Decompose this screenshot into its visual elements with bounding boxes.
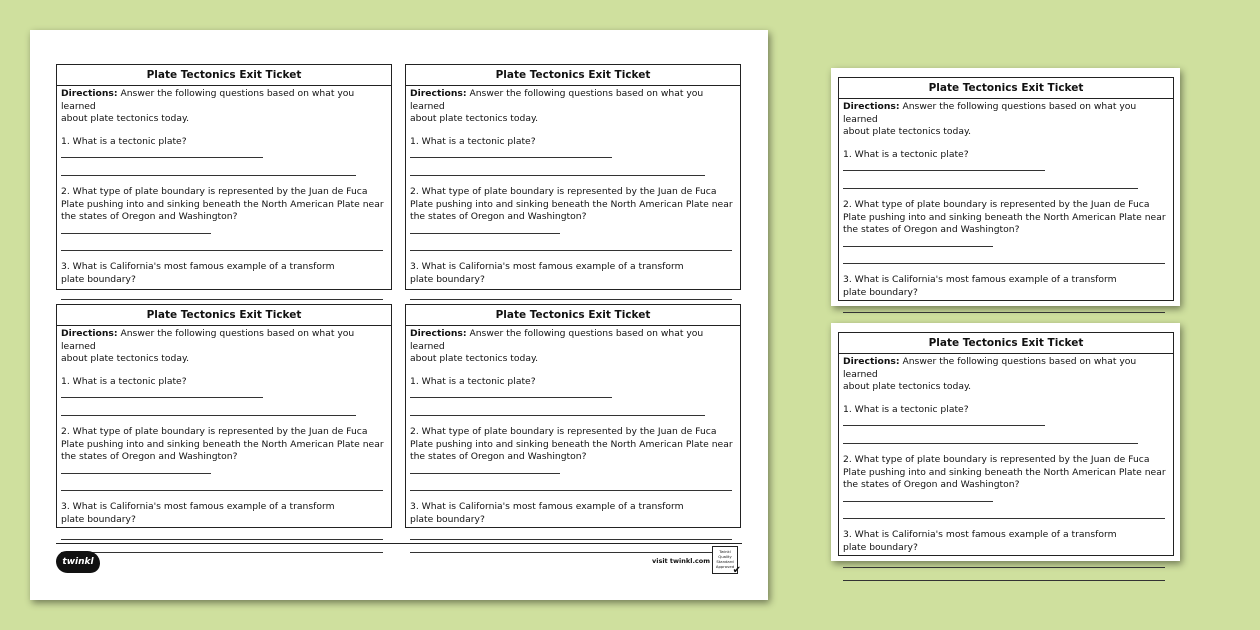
question-1 [843, 149, 1169, 176]
ticket-body [406, 86, 740, 313]
question-1-text: 1. What is a tectonic plate? [843, 148, 969, 160]
question-1-text: 1. What is a tectonic plate? [843, 403, 969, 415]
badge-text: Approved [715, 564, 735, 569]
directions-text-2: about plate tectonics today. [410, 113, 539, 125]
question-2-text: Plate pushing into and sinking beneath the North American Plate near [843, 211, 1166, 223]
question-1-text: 1. What is a tectonic plate? [61, 135, 187, 147]
question-1 [410, 136, 736, 163]
worksheet-page [30, 30, 768, 600]
directions-label: Directions: [410, 328, 467, 339]
question-2 [61, 186, 387, 238]
question-3-text: 3. What is California's most famous example of a transform [61, 261, 335, 273]
question-3-text: 3. What is California's most famous example of a transform [61, 501, 335, 513]
visit-link[interactable]: visit twinkl.com [652, 557, 711, 565]
question-3-text: plate boundary? [410, 513, 485, 525]
question-1 [843, 404, 1169, 431]
directions-text-2: about plate tectonics today. [61, 113, 190, 125]
directions [843, 356, 1169, 381]
answer-line[interactable] [410, 287, 732, 300]
answer-line[interactable] [843, 300, 1165, 313]
directions-label: Directions: [843, 356, 900, 367]
question-2 [843, 199, 1169, 251]
directions-label: Directions: [843, 101, 900, 112]
answer-line[interactable] [61, 287, 383, 300]
question-2-text: Plate pushing into and sinking beneath the North American Plate near [843, 466, 1166, 478]
quality-badge [712, 546, 741, 576]
directions-label: Directions: [410, 88, 467, 99]
directions-text-2: about plate tectonics today. [843, 126, 972, 138]
question-1-text: 1. What is a tectonic plate? [61, 375, 187, 387]
question-3-text: plate boundary? [843, 541, 918, 553]
footer-divider [56, 543, 742, 544]
ticket-title: Plate Tectonics Exit Ticket [839, 333, 1173, 354]
answer-line[interactable] [843, 506, 1165, 519]
question-3 [843, 529, 1169, 554]
answer-line[interactable] [61, 224, 211, 234]
question-1-text: 1. What is a tectonic plate? [410, 135, 536, 147]
ticket-title: Plate Tectonics Exit Ticket [57, 305, 391, 326]
ticket-body [839, 354, 1173, 581]
question-3 [61, 501, 387, 526]
ticket-body [57, 326, 391, 553]
question-2 [61, 426, 387, 478]
answer-line[interactable] [843, 161, 1045, 171]
answer-line[interactable] [410, 464, 560, 474]
question-2-text: the states of Oregon and Washington? [410, 211, 587, 223]
answer-line[interactable] [61, 403, 356, 416]
directions [843, 101, 1169, 126]
question-2-text: the states of Oregon and Washington? [61, 451, 238, 463]
directions-label: Directions: [61, 88, 118, 99]
question-3-text: plate boundary? [410, 273, 485, 285]
question-1-text: 1. What is a tectonic plate? [410, 375, 536, 387]
answer-line[interactable] [61, 163, 356, 176]
question-2-text: Plate pushing into and sinking beneath the North American Plate near [410, 438, 733, 450]
question-1 [410, 376, 736, 403]
answer-line[interactable] [410, 403, 705, 416]
question-2-text: 2. What type of plate boundary is represented by the Juan de Fuca [843, 198, 1150, 210]
question-3-text: plate boundary? [61, 513, 136, 525]
badge-text: Quality Standard [716, 554, 734, 564]
answer-line[interactable] [61, 527, 383, 540]
answer-line[interactable] [61, 540, 383, 553]
twinkl-logo: twinkl [56, 551, 100, 573]
question-2-text: the states of Oregon and Washington? [410, 451, 587, 463]
exit-ticket [405, 304, 741, 528]
question-2-text: 2. What type of plate boundary is represented by the Juan de Fuca [61, 425, 368, 437]
answer-line[interactable] [61, 238, 383, 251]
answer-line[interactable] [61, 464, 211, 474]
preview-card [831, 68, 1180, 306]
preview-card [831, 323, 1180, 561]
question-1 [61, 376, 387, 403]
question-2-text: the states of Oregon and Washington? [843, 224, 1020, 236]
exit-ticket [56, 64, 392, 290]
question-2-text: 2. What type of plate boundary is represented by the Juan de Fuca [410, 425, 717, 437]
directions [410, 328, 736, 353]
answer-line[interactable] [410, 148, 612, 158]
badge-text: Twinkl [719, 549, 731, 554]
directions-text-2: about plate tectonics today. [410, 353, 539, 365]
question-2-text: Plate pushing into and sinking beneath the North American Plate near [410, 198, 733, 210]
answer-line[interactable] [843, 431, 1138, 444]
question-2-text: Plate pushing into and sinking beneath the North American Plate near [61, 438, 384, 450]
question-2-text: the states of Oregon and Washington? [61, 211, 238, 223]
exit-ticket [405, 64, 741, 290]
ticket-body [839, 99, 1173, 326]
question-2-text: 2. What type of plate boundary is represented by the Juan de Fuca [410, 185, 717, 197]
ticket-title: Plate Tectonics Exit Ticket [406, 65, 740, 86]
question-3-text: 3. What is California's most famous example of a transform [410, 261, 684, 273]
question-3 [410, 501, 736, 526]
ticket-title: Plate Tectonics Exit Ticket [57, 65, 391, 86]
answer-line[interactable] [843, 416, 1045, 426]
directions-text: Answer the following questions based on what you learned [843, 356, 1137, 380]
question-2 [410, 186, 736, 238]
directions-text: Answer the following questions based on what you learned [61, 88, 355, 112]
directions-text: Answer the following questions based on what you learned [410, 328, 704, 352]
question-3-text: 3. What is California's most famous example of a transform [843, 274, 1117, 286]
directions-text: Answer the following questions based on what you learned [61, 328, 355, 352]
question-1 [61, 136, 387, 163]
answer-line[interactable] [843, 251, 1165, 264]
directions [61, 328, 387, 353]
question-3-text: 3. What is California's most famous example of a transform [843, 529, 1117, 541]
answer-line[interactable] [410, 540, 732, 553]
question-3 [410, 261, 736, 286]
question-3 [61, 261, 387, 286]
answer-line[interactable] [410, 224, 560, 234]
answer-line[interactable] [843, 492, 993, 502]
ticket-body [406, 326, 740, 553]
answer-line[interactable] [843, 237, 993, 247]
answer-line[interactable] [410, 388, 612, 398]
ticket-title: Plate Tectonics Exit Ticket [406, 305, 740, 326]
exit-ticket [838, 77, 1174, 301]
answer-line[interactable] [61, 388, 263, 398]
answer-line[interactable] [843, 568, 1165, 581]
answer-line[interactable] [843, 176, 1138, 189]
question-2-text: Plate pushing into and sinking beneath the North American Plate near [61, 198, 384, 210]
directions-text: Answer the following questions based on what you learned [843, 101, 1137, 125]
answer-line[interactable] [410, 163, 705, 176]
question-2 [843, 454, 1169, 506]
question-3-text: 3. What is California's most famous example of a transform [410, 501, 684, 513]
directions-label: Directions: [61, 328, 118, 339]
directions-text-2: about plate tectonics today. [61, 353, 190, 365]
answer-line[interactable] [61, 148, 263, 158]
directions [61, 88, 387, 113]
checkmark-icon: ✔ [732, 565, 741, 576]
directions-text-2: about plate tectonics today. [843, 381, 972, 393]
question-2 [410, 426, 736, 478]
question-2-text: 2. What type of plate boundary is represented by the Juan de Fuca [843, 453, 1150, 465]
directions-text: Answer the following questions based on what you learned [410, 88, 704, 112]
ticket-title: Plate Tectonics Exit Ticket [839, 78, 1173, 99]
directions [410, 88, 736, 113]
answer-line[interactable] [410, 527, 732, 540]
question-3 [843, 274, 1169, 299]
exit-ticket [56, 304, 392, 528]
question-3-text: plate boundary? [843, 286, 918, 298]
answer-line[interactable] [410, 478, 732, 491]
answer-line[interactable] [61, 478, 383, 491]
exit-ticket [838, 332, 1174, 556]
question-3-text: plate boundary? [61, 273, 136, 285]
answer-line[interactable] [843, 555, 1165, 568]
answer-line[interactable] [410, 238, 732, 251]
question-2-text: the states of Oregon and Washington? [843, 479, 1020, 491]
question-2-text: 2. What type of plate boundary is represented by the Juan de Fuca [61, 185, 368, 197]
ticket-body [57, 86, 391, 313]
